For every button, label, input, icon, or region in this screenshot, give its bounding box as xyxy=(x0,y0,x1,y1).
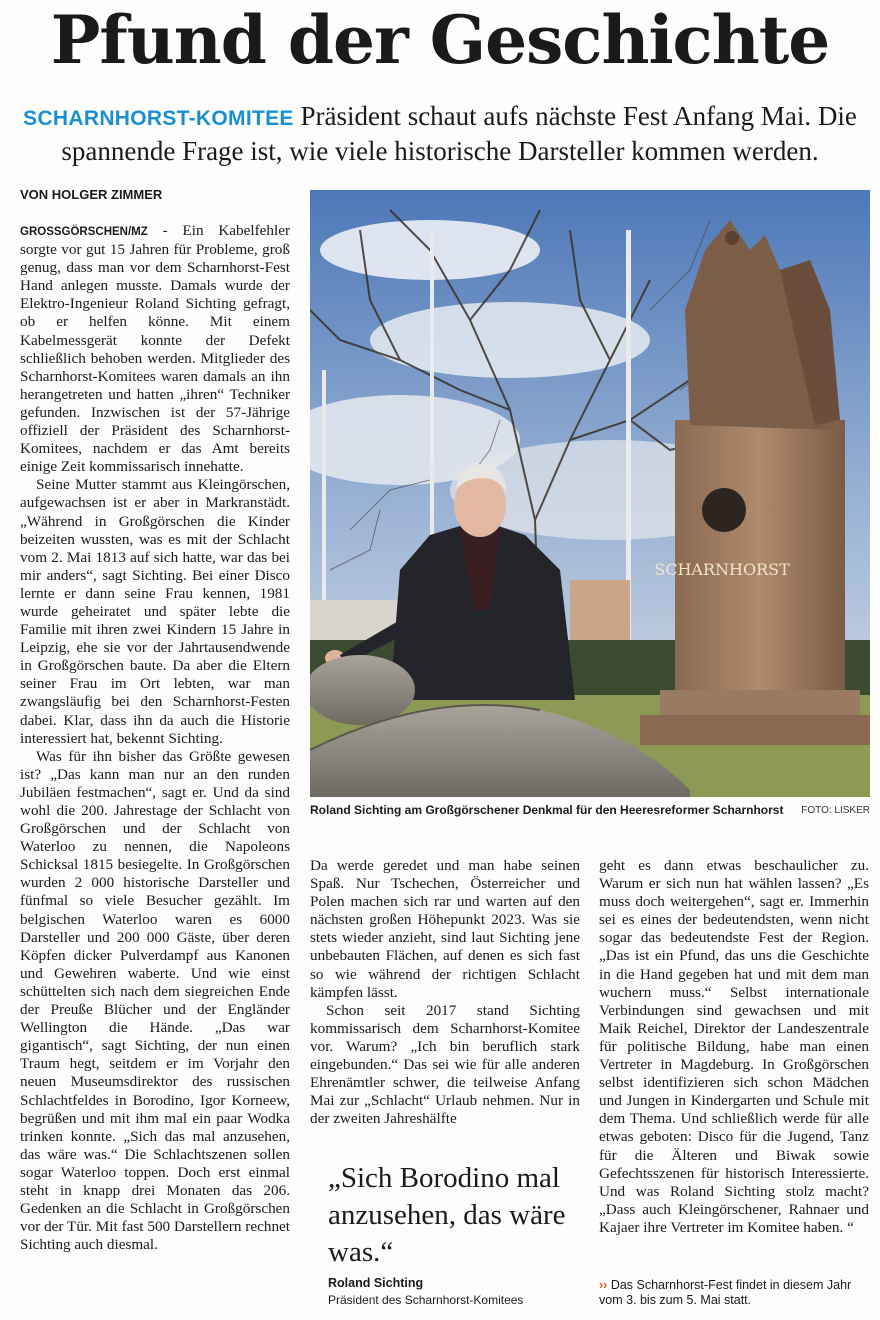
article-paragraph: Schon seit 2017 stand Sichting kommissarisch dem Scharnhorst-Komitee vor. Warum? „Ich bin beruflich stark eingebunden.“ Das sei wie für alle anderen Ehrenämtler schwer, die teilweise Anfang Mai zur „Schlacht“ Urlaub nehmen. Nur in der zweiten Jahreshälfte xyxy=(310,1001,580,1128)
article-photo xyxy=(310,190,870,797)
headline: Pfund der Geschichte xyxy=(50,1,830,79)
article-column-3 xyxy=(599,857,869,1237)
article-paragraph: Was für ihn bisher das Größte gewesen ist? „Das kann man nur an den runden Jubiläen festmachen“, sagt er. Und da sind wohl die 200. Jahrestage der Schlacht von Großgörschen und der Schlacht von Waterloo zu nennen, die Napoleons Schicksal 1815 besiegelte. In Großgörschen wurden 2 000 historische Darsteller und fünfmal so viele Besucher gezählt. Im belgischen Waterloo waren es 6000 Darsteller und 200 000 Gäste, über deren Köpfen dicker Pulverdampf aus Kanonen und Gewehren waberte. Und wie einst schüttelten sich nach dem siegreichen Ende der Preuße Blücher und der Engländer Wellington die Hände. „Das war gigantisch“, sagt Sichting, der nun einen Traum hegt, seitdem er im Vorjahr den neuen Museumsdirektor des russischen Schlachtfeldes in Borodino, Igor Korneew, begrüßen und mit ihm mal ein paar Wodka trinken konnte. „Sich das mal anzusehen, das wäre was.“ Die Schlachtszenen sollen sogar Waterloo toppen. Doch erst einmal steht in knapp drei Monaten das 206. Gedenken an die Schlacht in Großgörschen vor der Tür. Mit fast 500 Darstellern rechnet Sichting auch diesmal. xyxy=(20,747,290,1254)
article-column-2 xyxy=(310,857,580,1128)
caption-text: Roland Sichting am Großgörschener Denkmal für den Heeresreformer Scharnhorst xyxy=(310,803,784,817)
photo-caption xyxy=(310,803,870,817)
article-paragraph: Da werde geredet und man habe seinen Spaß. Nur Tschechen, Österreicher und Polen machen sich rar und warten auf den nächsten großen Höhepunkt 2023. Was sie stets wieder anzieht, sind laut Sichting jene unbebauten Flächen, auf denen es sich fast so wie während der richtigen Schlacht kämpfen lässt. xyxy=(310,857,580,1001)
pull-quote: „Sich Borodino mal anzusehen, das wäre was.“ xyxy=(328,1162,566,1268)
subheadline-text: Präsident schaut aufs nächste Fest Anfang Mai. Die spannende Frage ist, wie viele historische Darsteller kommen werden. xyxy=(61,101,857,166)
info-box xyxy=(599,1278,874,1308)
article-column-1 xyxy=(20,222,290,1254)
byline: VON HOLGER ZIMMER xyxy=(20,187,163,202)
article-paragraph: geht es dann etwas beschaulicher zu. Warum er sich nun hat wählen lassen? „Es muss doch weitergehen“, sagt er. Immerhin sei es eines der bedeutendsten, wenn nicht sogar das bedeutendste Fest der Region. „Das ist ein Pfund, das uns die Geschichte in die Hand gegeben hat und mit dem man wuchern muss.“ Selbst internationale Verbindungen sind gewachsen und mit Maik Reichel, Direktor der Landeszentrale für politische Bildung, habe man einen Vertreter in Magdeburg. In Großgörschen selbst identifizieren sich schon Mädchen und Jungen in Kindergarten und Schule mit dem Thema. Und schließlich werde für alle etwas geboten: Disco für die Jugend, Tanz für die Älteren und Biwak sowie Gefechtsszenen für historisch Interessierte. Und was Roland Sichting stolz macht? „Dass auch Kleingörschener, Rahnaer und Kajaer ihre Vertreter im Komitee haben. “ xyxy=(599,857,869,1236)
pull-quote-role: Präsident des Scharnhorst-Komitees xyxy=(328,1293,524,1307)
subheadline xyxy=(20,100,860,167)
dateline: GROSSGÖRSCHEN/MZ xyxy=(20,226,148,238)
article-paragraph xyxy=(20,222,290,476)
info-text: Das Scharnhorst-Fest findet in diesem Jahr vom 3. bis zum 5. Mai statt. xyxy=(599,1278,852,1307)
paragraph-text: - Ein Kabelfehler sorgte vor gut 15 Jahren für Probleme, groß genug, dass man vor dem Scharnhorst-Fest Hand anlegen musste. Damals wurde der Elektro-Ingenieur Roland Sichting gefragt, ob er helfen könne. Mit einem Kabelmessgerät konnte der Defekt schließlich behoben werden. Mitglieder des Scharnhorst-Komitees waren damals an ihn herangetreten und hatten „ihren“ Techniker gefunden. Inzwischen ist der 57-Jährige offiziell der Präsident des Scharnhorst-Komitees, nachdem er das Amt bereits einige Zeit kommissarisch innehatte. xyxy=(20,222,290,476)
article-paragraph: Seine Mutter stammt aus Kleingörschen, aufgewachsen ist er aber in Markranstädt. „Während in Großgörschen die Kinder beizeiten wussten, was es mit der Schlacht vom 2. Mai 1813 auf sich hatte, war das bei mir anders“, sagt Sichting. Bei einer Disco lernte er dann seine Frau kennen, 1981 wurde geheiratet und später lebte die Familie mit ihren zwei Kindern 15 Jahre in Leipzig, ehe sie vor der Jahrtausendwende in Großgörschen baute. Da aber die Eltern seiner Frau im Ort lebten, war man zwangsläufig bei den Scharnhorst-Festen dabei. Klar, dass ihn da auch die Historie interessiert hat, bekennt Sichting. xyxy=(20,476,290,747)
photo-credit: FOTO: LISKER xyxy=(801,805,870,816)
monument-inscription: SCHARNHORST xyxy=(654,560,790,579)
pull-quote-author: Roland Sichting xyxy=(328,1276,424,1290)
info-marker-icon: ›› xyxy=(599,1278,608,1292)
topic-kicker: SCHARNHORST-KOMITEE xyxy=(23,107,294,130)
photo-illustration xyxy=(310,190,870,797)
